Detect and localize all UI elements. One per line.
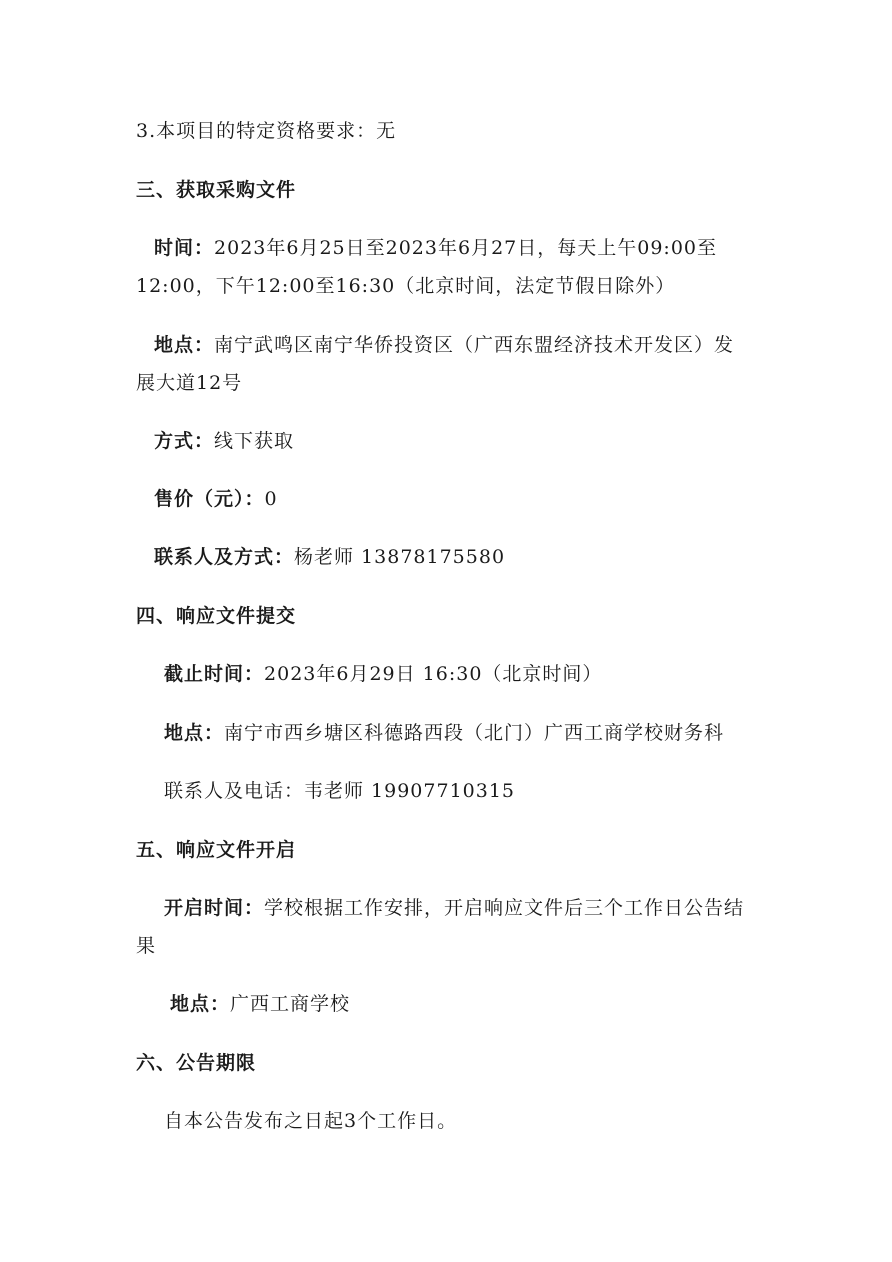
submit-deadline	[164, 662, 602, 686]
section-3-heading: 三、获取采购文件	[136, 179, 297, 201]
purchase-price-label: 售价（元）：	[154, 488, 265, 510]
section-6-heading: 六、公告期限	[136, 1052, 257, 1074]
purchase-time-line-2: 12:00，下午12:00至16:30（北京时间，法定节假日除外）	[136, 275, 676, 297]
submit-deadline-value: 2023年6月29日 16:30（北京时间）	[264, 663, 603, 685]
submit-place-value: 南宁市西乡塘区科德路西段（北门）广西工商学校财务科	[224, 722, 725, 744]
purchase-place-line-2: 展大道12号	[136, 372, 243, 394]
open-time-line-1	[164, 896, 744, 920]
purchase-price	[154, 487, 278, 511]
purchase-time-value: 2023年6月25日至2023年6月27日，每天上午09:00至	[214, 237, 718, 259]
submit-contact: 联系人及电话：韦老师 19907710315	[164, 780, 516, 802]
purchase-contact-value: 杨老师 13878175580	[294, 546, 506, 568]
purchase-price-value: 0	[264, 488, 278, 510]
open-place-label: 地点：	[170, 993, 231, 1015]
notice-period-text: 自本公告发布之日起3个工作日。	[164, 1110, 458, 1132]
submit-deadline-label: 截止时间：	[164, 663, 265, 685]
open-time-line-2: 果	[136, 935, 157, 957]
purchase-time-label: 时间：	[154, 237, 215, 259]
submit-place-label: 地点：	[164, 722, 225, 744]
open-time-label: 开启时间：	[164, 897, 265, 919]
open-place-value: 广西工商学校	[230, 993, 351, 1015]
purchase-contact-label: 联系人及方式：	[154, 546, 295, 568]
section-5-heading: 五、响应文件开启	[136, 839, 297, 861]
purchase-contact	[154, 545, 505, 569]
submit-place	[164, 721, 724, 745]
purchase-time-line-1	[154, 236, 717, 260]
open-place	[170, 992, 350, 1016]
purchase-place-line-1	[154, 333, 734, 357]
purchase-place-value: 南宁武鸣区南宁华侨投资区（广西东盟经济技术开发区）发	[214, 334, 735, 356]
purchase-place-label: 地点：	[154, 334, 215, 356]
purchase-method-label: 方式：	[154, 430, 215, 452]
open-time-value: 学校根据工作安排，开启响应文件后三个工作日公告结	[264, 897, 745, 919]
purchase-method-value: 线下获取	[214, 430, 295, 452]
section-4-heading: 四、响应文件提交	[136, 605, 297, 627]
purchase-method	[154, 429, 294, 453]
requirement-3: 3.本项目的特定资格要求：无	[136, 120, 397, 142]
